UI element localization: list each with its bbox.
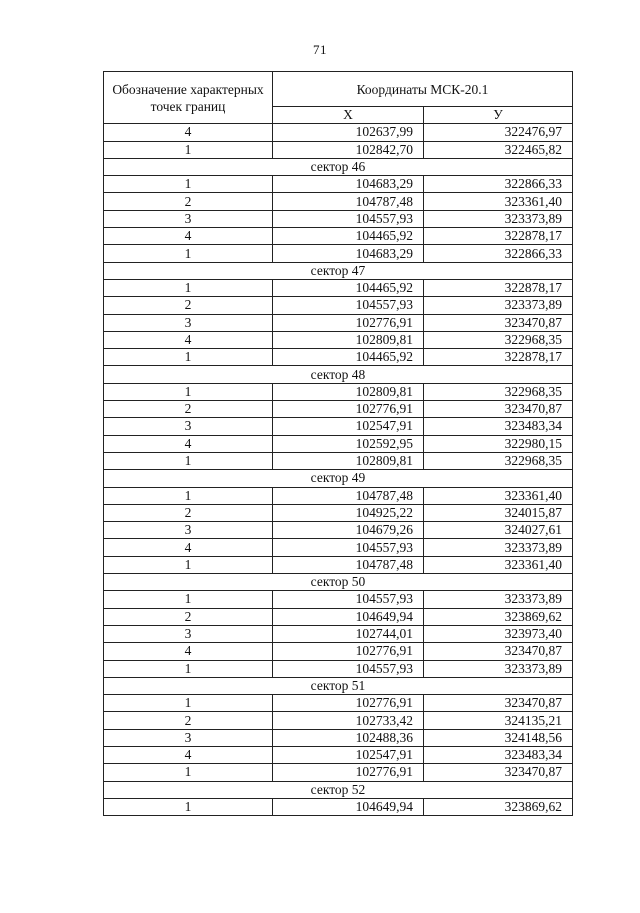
y-coordinate-cell: 323373,89 (424, 297, 573, 314)
x-coordinate-cell: 104683,29 (273, 245, 424, 262)
point-number-cell: 1 (104, 141, 273, 158)
x-coordinate-cell: 102488,36 (273, 729, 424, 746)
table-row (104, 210, 573, 227)
x-coordinate-cell: 104557,93 (273, 297, 424, 314)
points-column-header: Обозначение характерных точек границ (104, 72, 273, 124)
x-coordinate-cell: 102776,91 (273, 643, 424, 660)
y-column-header: У (424, 107, 573, 124)
x-coordinate-cell: 104557,93 (273, 591, 424, 608)
table-row (104, 331, 573, 348)
x-coordinate-cell: 104649,94 (273, 608, 424, 625)
point-number-cell: 1 (104, 279, 273, 296)
point-number-cell: 2 (104, 608, 273, 625)
point-number-cell: 3 (104, 314, 273, 331)
table-body (104, 124, 573, 816)
x-coordinate-cell: 104787,48 (273, 193, 424, 210)
coordinates-table (103, 71, 573, 816)
point-number-cell: 1 (104, 176, 273, 193)
point-number-cell: 3 (104, 729, 273, 746)
point-number-cell: 2 (104, 712, 273, 729)
y-coordinate-cell: 323373,89 (424, 210, 573, 227)
table-row (104, 729, 573, 746)
table-row (104, 625, 573, 642)
y-coordinate-cell: 324027,61 (424, 522, 573, 539)
x-coordinate-cell: 102809,81 (273, 331, 424, 348)
table-row (104, 228, 573, 245)
x-coordinate-cell: 102776,91 (273, 695, 424, 712)
x-coordinate-cell: 104557,93 (273, 539, 424, 556)
y-coordinate-cell: 322878,17 (424, 349, 573, 366)
y-coordinate-cell: 323373,89 (424, 660, 573, 677)
sector-row (104, 262, 573, 279)
x-column-header: X (273, 107, 424, 124)
y-coordinate-cell: 322968,35 (424, 383, 573, 400)
point-number-cell: 2 (104, 297, 273, 314)
y-coordinate-cell: 324015,87 (424, 504, 573, 521)
x-coordinate-cell: 104683,29 (273, 176, 424, 193)
x-coordinate-cell: 104465,92 (273, 349, 424, 366)
x-coordinate-cell: 102637,99 (273, 124, 424, 141)
table-row (104, 452, 573, 469)
point-number-cell: 1 (104, 556, 273, 573)
x-coordinate-cell: 104465,92 (273, 279, 424, 296)
table-row (104, 193, 573, 210)
point-number-cell: 1 (104, 695, 273, 712)
y-coordinate-cell: 323361,40 (424, 193, 573, 210)
y-coordinate-cell: 323470,87 (424, 695, 573, 712)
y-coordinate-cell: 323470,87 (424, 401, 573, 418)
x-coordinate-cell: 102776,91 (273, 401, 424, 418)
y-coordinate-cell: 323373,89 (424, 539, 573, 556)
sector-label: сектор 50 (104, 574, 573, 591)
sector-label: сектор 49 (104, 470, 573, 487)
table-row (104, 522, 573, 539)
point-number-cell: 1 (104, 452, 273, 469)
table-row (104, 539, 573, 556)
table-row (104, 176, 573, 193)
y-coordinate-cell: 322866,33 (424, 176, 573, 193)
x-coordinate-cell: 104465,92 (273, 228, 424, 245)
x-coordinate-cell: 102809,81 (273, 452, 424, 469)
x-coordinate-cell: 104557,93 (273, 660, 424, 677)
x-coordinate-cell: 104649,94 (273, 798, 424, 815)
table-row (104, 297, 573, 314)
sector-label: сектор 47 (104, 262, 573, 279)
sector-label: сектор 46 (104, 158, 573, 175)
x-coordinate-cell: 102733,42 (273, 712, 424, 729)
point-number-cell: 3 (104, 418, 273, 435)
point-number-cell: 1 (104, 660, 273, 677)
x-coordinate-cell: 102744,01 (273, 625, 424, 642)
sector-label: сектор 51 (104, 677, 573, 694)
table-row (104, 383, 573, 400)
point-number-cell: 4 (104, 746, 273, 763)
table-row (104, 279, 573, 296)
x-coordinate-cell: 104925,22 (273, 504, 424, 521)
y-coordinate-cell: 322968,35 (424, 452, 573, 469)
y-coordinate-cell: 323361,40 (424, 556, 573, 573)
y-coordinate-cell: 323869,62 (424, 798, 573, 815)
table-row (104, 245, 573, 262)
table-row (104, 556, 573, 573)
x-coordinate-cell: 102776,91 (273, 314, 424, 331)
y-coordinate-cell: 324148,56 (424, 729, 573, 746)
point-number-cell: 1 (104, 798, 273, 815)
x-coordinate-cell: 104787,48 (273, 556, 424, 573)
page-number: 71 (313, 42, 327, 57)
y-coordinate-cell: 322878,17 (424, 228, 573, 245)
table-row (104, 643, 573, 660)
point-number-cell: 2 (104, 193, 273, 210)
coordinates-header: Координаты МСК-20.1 (273, 72, 573, 107)
x-coordinate-cell: 102842,70 (273, 141, 424, 158)
point-number-cell: 4 (104, 435, 273, 452)
table-row (104, 314, 573, 331)
table-row (104, 418, 573, 435)
point-number-cell: 4 (104, 643, 273, 660)
y-coordinate-cell: 323373,89 (424, 591, 573, 608)
sector-row (104, 781, 573, 798)
table-row (104, 504, 573, 521)
y-coordinate-cell: 324135,21 (424, 712, 573, 729)
point-number-cell: 3 (104, 625, 273, 642)
y-coordinate-cell: 323470,87 (424, 643, 573, 660)
sector-row (104, 574, 573, 591)
table-row (104, 695, 573, 712)
point-number-cell: 1 (104, 591, 273, 608)
point-number-cell: 3 (104, 522, 273, 539)
point-number-cell: 4 (104, 539, 273, 556)
table-row (104, 660, 573, 677)
point-number-cell: 1 (104, 764, 273, 781)
sector-row (104, 470, 573, 487)
y-coordinate-cell: 323869,62 (424, 608, 573, 625)
x-coordinate-cell: 102592,95 (273, 435, 424, 452)
sector-row (104, 677, 573, 694)
point-number-cell: 1 (104, 383, 273, 400)
table-row (104, 591, 573, 608)
y-coordinate-cell: 322465,82 (424, 141, 573, 158)
table-row (104, 124, 573, 141)
x-coordinate-cell: 102776,91 (273, 764, 424, 781)
sector-label: сектор 48 (104, 366, 573, 383)
table-row (104, 435, 573, 452)
table-row (104, 487, 573, 504)
x-coordinate-cell: 104787,48 (273, 487, 424, 504)
x-coordinate-cell: 102547,91 (273, 746, 424, 763)
table-row (104, 608, 573, 625)
header-row-1 (104, 72, 573, 107)
table-row (104, 764, 573, 781)
y-coordinate-cell: 322980,15 (424, 435, 573, 452)
sector-row (104, 366, 573, 383)
point-number-cell: 1 (104, 245, 273, 262)
sector-row (104, 158, 573, 175)
point-number-cell: 1 (104, 487, 273, 504)
x-coordinate-cell: 102547,91 (273, 418, 424, 435)
table-row (104, 712, 573, 729)
y-coordinate-cell: 322476,97 (424, 124, 573, 141)
y-coordinate-cell: 323361,40 (424, 487, 573, 504)
sector-label: сектор 52 (104, 781, 573, 798)
x-coordinate-cell: 104557,93 (273, 210, 424, 227)
y-coordinate-cell: 323470,87 (424, 764, 573, 781)
table-row (104, 746, 573, 763)
point-number-cell: 2 (104, 401, 273, 418)
table-row (104, 798, 573, 815)
point-number-cell: 4 (104, 124, 273, 141)
point-number-cell: 4 (104, 331, 273, 348)
y-coordinate-cell: 323483,34 (424, 418, 573, 435)
y-coordinate-cell: 322866,33 (424, 245, 573, 262)
table-row (104, 401, 573, 418)
y-coordinate-cell: 323483,34 (424, 746, 573, 763)
table-row (104, 349, 573, 366)
point-number-cell: 4 (104, 228, 273, 245)
point-number-cell: 2 (104, 504, 273, 521)
x-coordinate-cell: 104679,26 (273, 522, 424, 539)
x-coordinate-cell: 102809,81 (273, 383, 424, 400)
point-number-cell: 1 (104, 349, 273, 366)
point-number-cell: 3 (104, 210, 273, 227)
y-coordinate-cell: 322968,35 (424, 331, 573, 348)
table-row (104, 141, 573, 158)
y-coordinate-cell: 323973,40 (424, 625, 573, 642)
y-coordinate-cell: 323470,87 (424, 314, 573, 331)
y-coordinate-cell: 322878,17 (424, 279, 573, 296)
